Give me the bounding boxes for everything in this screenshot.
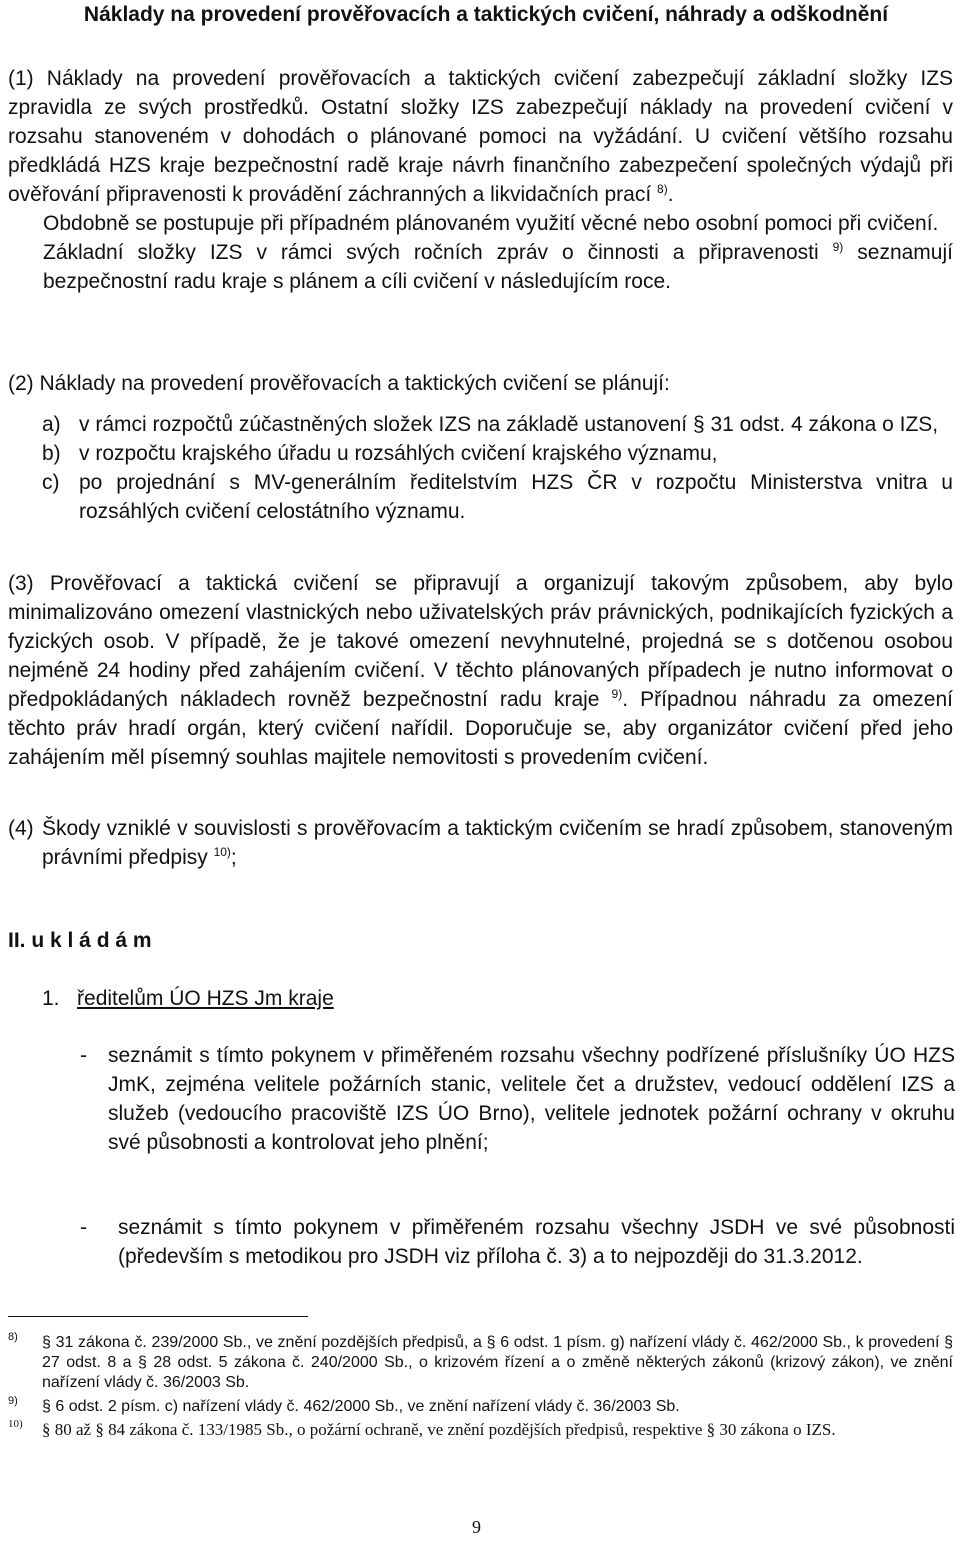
footnote-ref-10: 10) (213, 845, 231, 859)
section-heading: Náklady na provedení prověřovacích a taktických cvičení, náhrady a odškodnění (83, 3, 889, 26)
paragraph-1-lead (8, 64, 953, 209)
list-item-text: po projednání s MV-generálním ředitelstvím HZS ČR v rozpočtu Ministerstva vnitra u rozsáhlých cvičení celostátního významu. (79, 471, 953, 523)
paragraph-4-number: (4) (8, 817, 34, 840)
list-marker: c) (42, 471, 60, 494)
footnote-ref-9: 9) (832, 240, 844, 254)
paragraph-2 (8, 369, 953, 398)
task-text: seznámit s tímto pokynem v přiměřeném rozsahu všechny podřízené příslušníky ÚO HZS JmK, zejména velitele požárních stanic, velitele čet a družstev, vedoucí oddělení IZS a služeb (vedoucího pracoviště IZS ÚO Brno), velitele jednotek požární ochrany v okruhu své působnosti a kontrolovat jeho plnění; (108, 1044, 955, 1154)
list-item (42, 439, 953, 468)
paragraph-1-third-text: Základní složky IZS v rámci svých ročních zpráv o činnosti a připravenosti (43, 241, 819, 264)
list-item (42, 468, 953, 526)
footnote-ref-8: 8) (657, 182, 668, 196)
footnote-number: 10) (8, 1418, 23, 1430)
footnote-9 (8, 1397, 953, 1417)
paragraph-1 (8, 64, 953, 296)
task-text: seznámit s tímto pokynem v přiměřeném rozsahu všechny JSDH ve své působnosti (především s metodikou pro JSDH viz příloha č. 3) a to nejpozději do 31.3.2012. (118, 1216, 955, 1268)
paragraph-1-third-end: seznamují bezpečnostní radu kraje s plánem a cíli cvičení v následujícím roce. (43, 241, 953, 293)
dash-marker: - (80, 1044, 87, 1067)
paragraph-2-lead: (2) Náklady na provedení prověřovacích a taktických cvičení se plánují: (8, 372, 670, 395)
list-marker: a) (42, 413, 61, 436)
footnote-text: § 31 zákona č. 239/2000 Sb., ve znění pozdějších předpisů, a § 6 odst. 1 písm. g) nařízení vlády č. 462/2000 Sb., k provedení § 27 odst. 8 a § 28 odst. 5 zákona č. 240/2000 Sb., o krizovém řízení a o změně některých zákonů (krizový zákon), ve znění nařízení vlády č. 36/2003 Sb. (42, 1334, 953, 1391)
paragraph-1-second: Obdobně se postupuje při případném plánovaném využití věcné nebo osobní pomoci při cvičení. (43, 212, 939, 235)
list-item (42, 410, 953, 439)
footnote-text: § 80 až § 84 zákona č. 133/1985 Sb., o požární ochraně, ve znění pozdějších předpisů, respektive § 30 zákona o IZS. (42, 1420, 836, 1439)
cost-list (42, 410, 953, 526)
footnote-text: § 6 odst. 2 písm. c) nařízení vlády č. 462/2000 Sb., ve znění nařízení vlády č. 36/2003 Sb. (42, 1398, 680, 1415)
footnote-10 (8, 1420, 953, 1440)
subsection-number: 1. (42, 987, 60, 1010)
paragraph-3 (8, 569, 953, 772)
paragraph-3-text: (3) Prověřovací a taktická cvičení se připravují a organizují takovým způsobem, aby bylo minimalizováno omezení vlastnických nebo uživatelských práv právnických, podnikajících fyzických a fyzických osob. V případě, že je takové omezení nevyhnutelné, projedná se s dotčenou osobou nejméně 24 hodiny před zahájením cvičení. V těchto plánovaných případech je nutno informovat o předpokládaných nákladech rovněž bezpečnostní radu kraje (8, 572, 953, 711)
footnote-number: 8) (8, 1331, 18, 1343)
paragraph-4-end: ; (230, 846, 237, 869)
list-item-text: v rozpočtu krajského úřadu u rozsáhlých cvičení krajského významu, (79, 442, 718, 465)
task-item (80, 1213, 955, 1271)
section-2-heading: II. u k l á d á m (8, 929, 152, 952)
list-marker: b) (42, 442, 61, 465)
paragraph-1-end: . (667, 183, 674, 206)
list-item-text: v rámci rozpočtů zúčastněných složek IZS na základě ustanovení § 31 odst. 4 zákona o IZS, (79, 413, 939, 436)
dash-marker: - (80, 1216, 87, 1239)
paragraph-1-text: (1) Náklady na provedení prověřovacích a taktických cvičení zabezpečují základní složky IZS zpravidla ze svých prostředků. Ostatní složky IZS zabezpečují náklady na provedení cvičení v rozsahu stanoveném v dohodách o plánované pomoci na vyžádání. U cvičení většího rozsahu předkládá HZS kraje bezpečnostní radě kraje návrh finančního zabezpečení společných výdajů při ověřování připravenosti k provádění záchranných a likvidačních prací (8, 67, 953, 206)
page-number: 9 (472, 1517, 481, 1537)
footnote-separator (8, 1316, 308, 1317)
subsection-label: ředitelům ÚO HZS Jm kraje (77, 987, 334, 1010)
footnote-8 (8, 1333, 953, 1393)
paragraph-4 (8, 814, 953, 872)
footnote-number: 9) (8, 1395, 18, 1407)
paragraph-1-third (8, 238, 953, 296)
footnote-ref-9: 9) (611, 687, 623, 701)
paragraph-4-text: Škody vzniklé v souvislosti s prověřovacím a taktickým cvičením se hradí způsobem, stanoveným právními předpisy (42, 817, 953, 869)
paragraph-4-body (8, 814, 953, 872)
task-item (80, 1041, 955, 1157)
paragraph-3-text-end: . Případnou náhradu za omezení těchto práv hradí orgán, který cvičení nařídil. Doporučuje se, aby organizátor cvičení před jeho zahájením měl písemný souhlas majitele nemovitosti s provedením cvičení. (8, 688, 953, 769)
subsection-1 (42, 984, 334, 1013)
